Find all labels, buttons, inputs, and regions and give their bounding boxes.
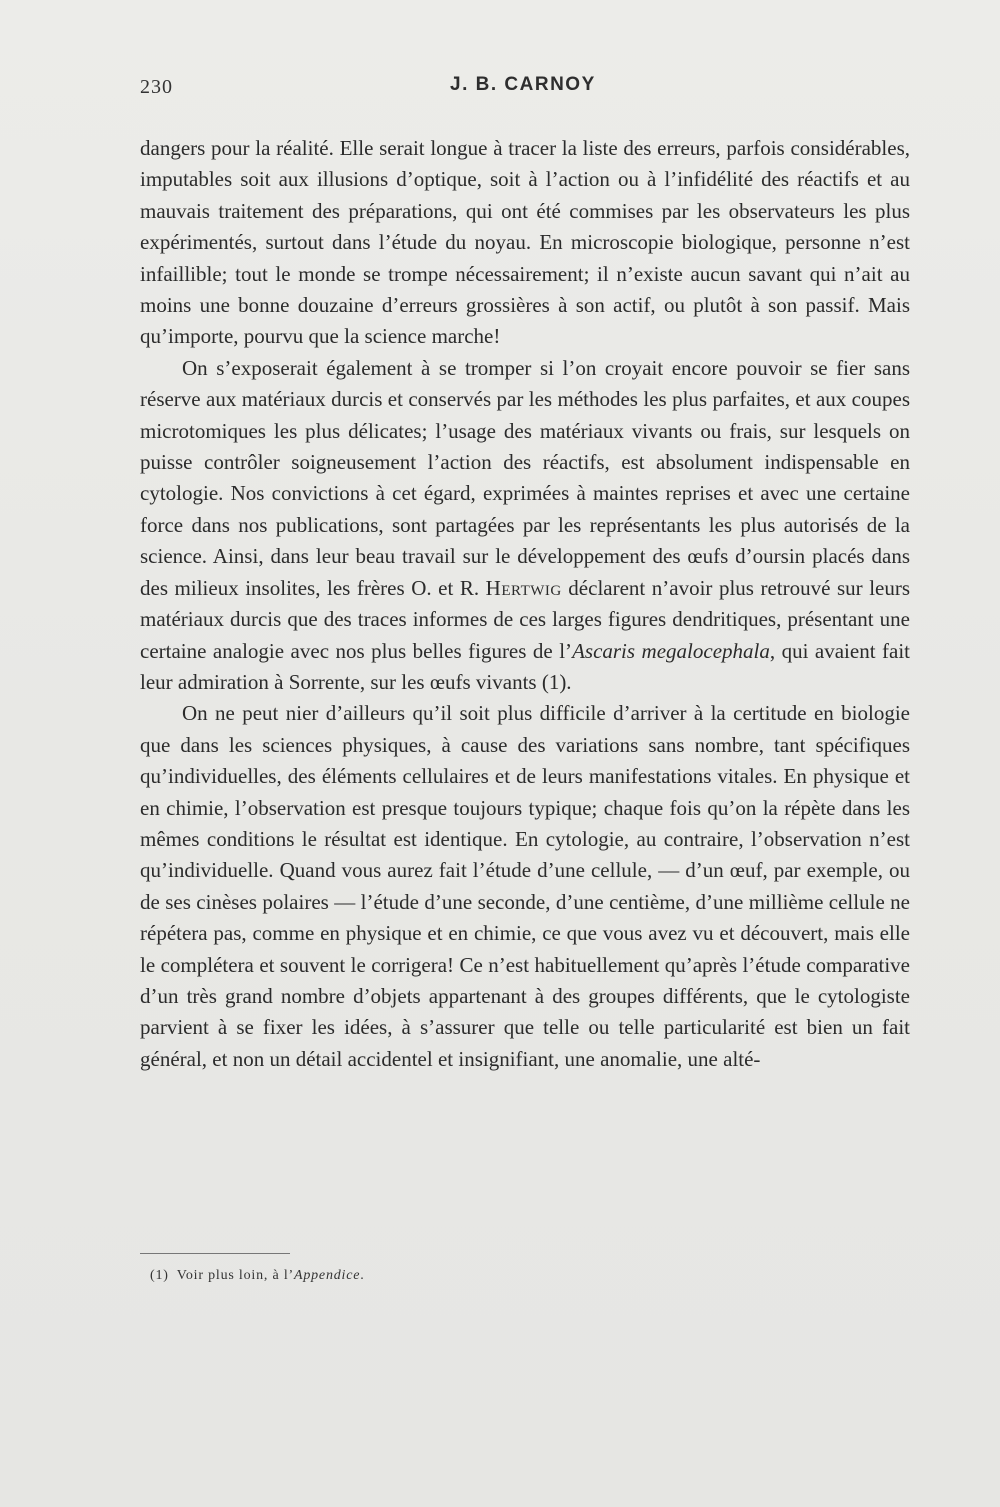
author-name-hertwig: Hertwig xyxy=(485,575,562,600)
paragraph-2-part-b: déclarent n’avoir plus retrouvé sur leurs matériaux durcis que des traces informes de ces larges figures dendritiques, présentant une certaine analogie avec nos plus belles figures de l’ xyxy=(140,575,911,663)
paragraph-3: On ne peut nier d’ailleurs qu’il soit plus difficile d’arriver à la certitude en biologie que dans les sciences physiques, à cause des variations sans nombre, tant spécifiques qu’individuelles, des éléments cellulaires et de leurs manifestations vitales. En physique et en chimie, l’observation est presque toujours typique; chaque fois qu’on la répète dans les mêmes conditions le résultat est identique. En cytologie, au contraire, l’observation n’est qu’individuelle. Quand vous aurez fait l’étude d’une cellule, — d’un œuf, par exemple, ou de ses cinèses polaires — l’étude d’une seconde, d’une centième, d’une millième cellule ne répétera pas, comme en physique et en chimie, ce que vous avez vu et découvert, mais elle le complétera et souvent le corrigera! Ce n’est habituellement qu’après l’étude comparative d’un très grand nombre d’objets appartenant à des groupes différents, que le cytologiste parvient à se fixer les idées, à s’assurer que telle ou telle particularité est bien un fait général, et non un détail accidentel et insignifiant, une anomalie, une alté- xyxy=(140,701,910,1071)
footnote-divider xyxy=(140,1253,290,1254)
paragraph-2 xyxy=(140,353,910,698)
footnote-text: Voir plus loin, à l’ xyxy=(176,1268,294,1283)
footnote xyxy=(150,1268,365,1284)
page-number: 230 xyxy=(140,76,173,98)
footnote-italic: Appendice xyxy=(293,1268,361,1283)
footnote-label: (1) xyxy=(150,1268,169,1283)
running-head: J. B. CARNOY xyxy=(450,74,596,95)
paragraph-2-part-c: , qui avaient fait leur admiration à Sorrente, sur les œufs vivants (1). xyxy=(140,638,911,694)
page-header xyxy=(140,74,910,100)
species-name-italic: Ascaris megalocephala xyxy=(572,638,770,663)
body-text xyxy=(140,133,910,1075)
paragraph-2-part-a: On s’exposerait également à se tromper si l’on croyait encore pouvoir se fier sans réserve aux matériaux durcis et conservés par les méthodes les plus parfaites, et aux coupes microtomiques les plus délicates; l’usage des matériaux vivants ou frais, sur lesquels on puisse contrôler soigneusement l’action des réactifs, est absolument indispensable en cytologie. Nos convictions à cet égard, exprimées à maintes reprises et avec une certaine force dans nos publications, sont partagées par les représentants les plus autorisés de la science. Ainsi, dans leur beau travail sur le développement des œufs d’oursin placés dans des milieux insolites, les frères O. et R. xyxy=(140,355,910,600)
paragraph-1: dangers pour la réalité. Elle serait longue à tracer la liste des erreurs, parfois considérables, imputables soit aux illusions d’optique, soit à l’action ou à l’infidélité des réactifs et au mauvais traitement des préparations, qui ont été commises par les observateurs les plus expérimentés, surtout dans l’étude du noyau. En microscopie biologique, personne n’est infaillible; tout le monde se trompe nécessairement; il n’existe aucun savant qui n’ait au moins une bonne douzaine d’erreurs grossières à son actif, ou plutôt à son passif. Mais qu’importe, pourvu que la science marche! xyxy=(140,136,910,349)
footnote-end: . xyxy=(360,1268,365,1283)
